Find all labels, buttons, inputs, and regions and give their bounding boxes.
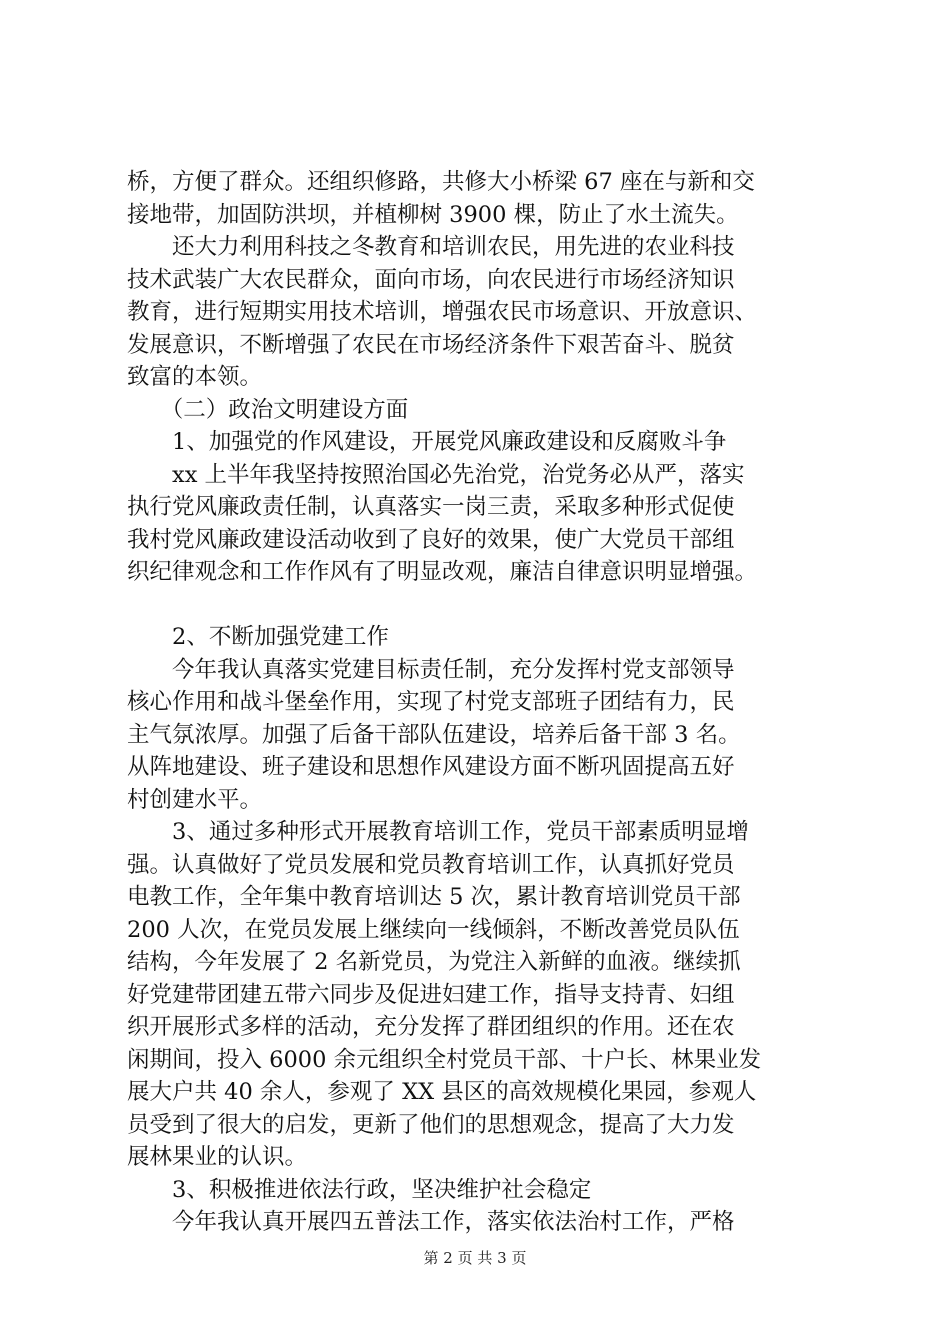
text-line: 今年我认真落实党建目标责任制，充分发挥村党支部领导 xyxy=(127,656,735,683)
text-line: xx 上半年我坚持按照治国必先治党，治党务必从严，落实 xyxy=(127,461,745,488)
text-line: 展大户共 40 余人，参观了 XX 县区的高效规模化果园，参观人 xyxy=(127,1079,757,1105)
text-line: （二）政治文明建设方面 xyxy=(127,396,409,423)
document-body xyxy=(127,166,847,1239)
text-line: 执行党风廉政责任制，认真落实一岗三责，采取多种形式促使 xyxy=(127,494,735,520)
text-line: 教育，进行短期实用技术培训，增强农民市场意识、开放意识、 xyxy=(127,299,758,325)
text-line: 发展意识，不断增强了农民在市场经济条件下艰苦奋斗、脱贫 xyxy=(127,331,735,358)
text-line: 结构，今年发展了 2 名新党员，为党注入新鲜的血液。继续抓 xyxy=(127,949,741,975)
text-line: 1、加强党的作风建设，开展党风廉政建设和反腐败斗争 xyxy=(127,429,727,455)
text-line: 展林果业的认识。 xyxy=(127,1144,308,1170)
text-line: 织纪律观念和工作作风有了明显改观，廉洁自律意识明显增强。 xyxy=(127,559,758,585)
text-line: 核心作用和战斗堡垒作用，实现了村党支部班子团结有力，民 xyxy=(127,689,735,715)
text-line: 3、积极推进依法行政，坚决维护社会稳定 xyxy=(127,1176,592,1203)
text-line: 还大力利用科技之冬教育和培训农民，用先进的农业科技 xyxy=(127,234,735,260)
text-line: 致富的本领。 xyxy=(127,364,263,390)
text-line: 好党建带团建五带六同步及促进妇建工作，指导支持青、妇组 xyxy=(127,981,735,1008)
text-line: 织开展形式多样的活动，充分发挥了群团组织的作用。还在农 xyxy=(127,1014,735,1040)
text-line: 接地带，加固防洪坝，并植柳树 3900 棵，防止了水土流失。 xyxy=(127,201,739,228)
text-line: 村创建水平。 xyxy=(127,786,263,813)
text-line: 主气氛浓厚。加强了后备干部队伍建设，培养后备干部 3 名。 xyxy=(127,721,741,748)
text-line: 技术武装广大农民群众，面向市场，向农民进行市场经济知识 xyxy=(127,266,735,293)
text-line: 桥，方便了群众。还组织修路，共修大小桥梁 67 座在与新和交 xyxy=(127,169,755,195)
text-line: 闲期间，投入 6000 余元组织全村党员干部、十户长、林果业发 xyxy=(127,1046,762,1073)
text-line: 强。认真做好了党员发展和党员教育培训工作，认真抓好党员 xyxy=(127,851,735,878)
text-line: 2、不断加强党建工作 xyxy=(127,624,389,650)
text-line: 员受到了很大的启发，更新了他们的思想观念，提高了大力发 xyxy=(127,1111,735,1138)
blank-line xyxy=(127,589,847,622)
text-line: 200 人次，在党员发展上继续向一线倾斜，不断改善党员队伍 xyxy=(127,916,740,943)
text-line: 从阵地建设、班子建设和思想作风建设方面不断巩固提高五好 xyxy=(127,754,735,780)
text-line: 今年我认真开展四五普法工作，落实依法治村工作，严格 xyxy=(127,1209,735,1235)
page-footer: 第 2 页 共 3 页 xyxy=(423,1249,527,1267)
text-line: 电教工作，全年集中教育培训达 5 次，累计教育培训党员干部 xyxy=(127,884,741,910)
text-line: 3、通过多种形式开展教育培训工作，党员干部素质明显增 xyxy=(127,819,749,845)
text-line: 我村党风廉政建设活动收到了良好的效果，使广大党员干部组 xyxy=(127,526,735,553)
